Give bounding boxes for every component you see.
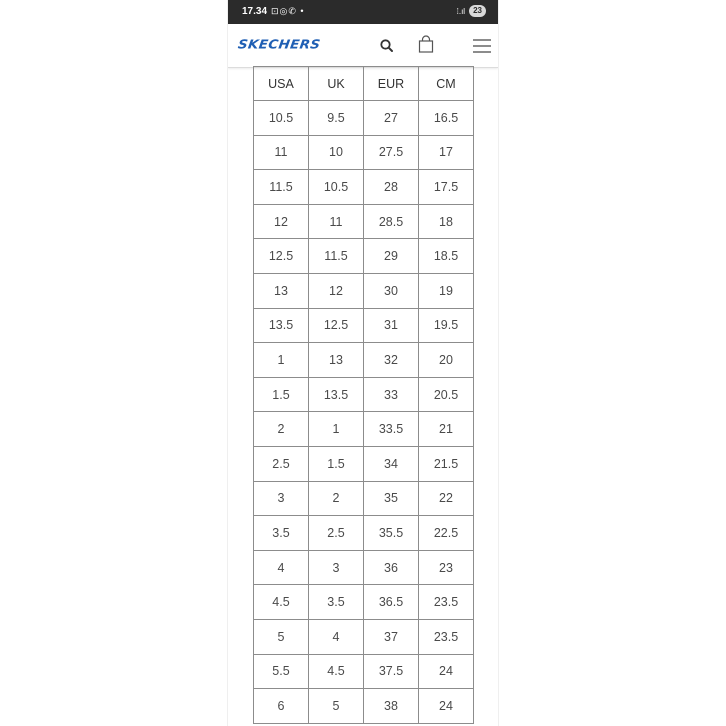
notification-icons: ⊡◎✆ • (271, 6, 305, 16)
table-row (254, 343, 474, 378)
size-cell-cm: 23.5 (419, 585, 474, 620)
size-cell-uk: 9.5 (309, 101, 364, 136)
size-cell-usa: 12.5 (254, 239, 309, 274)
table-row (254, 516, 474, 551)
size-cell-usa: 2 (254, 412, 309, 447)
table-row (254, 446, 474, 481)
size-cell-usa: 4.5 (254, 585, 309, 620)
size-cell-usa: 11.5 (254, 170, 309, 205)
size-cell-eur: 28 (364, 170, 419, 205)
size-cell-usa: 6 (254, 689, 309, 724)
size-cell-cm: 16.5 (419, 101, 474, 136)
column-header-uk: UK (309, 67, 364, 101)
size-cell-uk: 13 (309, 343, 364, 378)
table-row (254, 308, 474, 343)
column-header-eur: EUR (364, 67, 419, 101)
size-cell-eur: 36 (364, 550, 419, 585)
size-cell-usa: 10.5 (254, 101, 309, 136)
status-right (457, 5, 486, 17)
size-cell-uk: 11 (309, 204, 364, 239)
size-cell-eur: 27.5 (364, 135, 419, 170)
status-time: 17.34 (242, 6, 268, 17)
size-chart-body (254, 101, 474, 724)
size-cell-cm: 17.5 (419, 170, 474, 205)
menu-button[interactable] (471, 37, 493, 55)
size-cell-usa: 4 (254, 550, 309, 585)
size-cell-usa: 3 (254, 481, 309, 516)
table-row (254, 481, 474, 516)
size-cell-uk: 4 (309, 619, 364, 654)
size-cell-usa: 5.5 (254, 654, 309, 689)
status-bar (228, 0, 498, 24)
size-cell-eur: 31 (364, 308, 419, 343)
size-cell-usa: 5 (254, 619, 309, 654)
size-cell-usa: 13.5 (254, 308, 309, 343)
size-cell-uk: 11.5 (309, 239, 364, 274)
size-cell-usa: 1.5 (254, 377, 309, 412)
size-cell-usa: 11 (254, 135, 309, 170)
size-cell-uk: 4.5 (309, 654, 364, 689)
size-cell-cm: 21.5 (419, 446, 474, 481)
phone-screen (228, 0, 498, 726)
table-row (254, 204, 474, 239)
site-header (228, 24, 498, 68)
search-icon (378, 37, 396, 55)
size-cell-usa: 13 (254, 273, 309, 308)
size-cell-uk: 3.5 (309, 585, 364, 620)
table-row (254, 101, 474, 136)
size-cell-eur: 35.5 (364, 516, 419, 551)
size-cell-eur: 37 (364, 619, 419, 654)
table-row (254, 654, 474, 689)
size-cell-eur: 34 (364, 446, 419, 481)
size-cell-uk: 13.5 (309, 377, 364, 412)
table-row (254, 170, 474, 205)
table-row (254, 273, 474, 308)
size-cell-uk: 10.5 (309, 170, 364, 205)
menu-icon (471, 37, 493, 55)
size-chart-table (253, 66, 474, 724)
size-cell-eur: 32 (364, 343, 419, 378)
table-row (254, 135, 474, 170)
size-cell-uk: 1 (309, 412, 364, 447)
size-cell-uk: 3 (309, 550, 364, 585)
table-row (254, 239, 474, 274)
size-cell-eur: 27 (364, 101, 419, 136)
size-cell-usa: 3.5 (254, 516, 309, 551)
table-row (254, 689, 474, 724)
table-row (254, 619, 474, 654)
size-cell-eur: 35 (364, 481, 419, 516)
size-cell-cm: 23 (419, 550, 474, 585)
size-cell-uk: 5 (309, 689, 364, 724)
size-cell-cm: 23.5 (419, 619, 474, 654)
size-cell-eur: 29 (364, 239, 419, 274)
column-header-usa: USA (254, 67, 309, 101)
table-row (254, 377, 474, 412)
size-cell-cm: 24 (419, 689, 474, 724)
size-cell-cm: 24 (419, 654, 474, 689)
table-header-row (254, 67, 474, 101)
table-row (254, 550, 474, 585)
table-row (254, 412, 474, 447)
size-cell-cm: 22.5 (419, 516, 474, 551)
size-cell-eur: 38 (364, 689, 419, 724)
signal-icon: ⁞.ıl (456, 6, 466, 16)
size-cell-usa: 1 (254, 343, 309, 378)
size-cell-eur: 33 (364, 377, 419, 412)
size-cell-cm: 18 (419, 204, 474, 239)
size-cell-uk: 2 (309, 481, 364, 516)
size-cell-cm: 18.5 (419, 239, 474, 274)
size-cell-cm: 21 (419, 412, 474, 447)
cart-button[interactable] (416, 35, 436, 55)
table-row (254, 585, 474, 620)
size-cell-eur: 36.5 (364, 585, 419, 620)
size-cell-uk: 2.5 (309, 516, 364, 551)
size-cell-cm: 17 (419, 135, 474, 170)
size-cell-eur: 30 (364, 273, 419, 308)
size-cell-cm: 22 (419, 481, 474, 516)
size-cell-cm: 19 (419, 273, 474, 308)
size-cell-usa: 2.5 (254, 446, 309, 481)
size-cell-eur: 37.5 (364, 654, 419, 689)
skechers-logo[interactable]: SKECHERS (236, 37, 322, 53)
size-cell-cm: 20 (419, 343, 474, 378)
size-cell-usa: 12 (254, 204, 309, 239)
size-cell-cm: 20.5 (419, 377, 474, 412)
size-cell-uk: 12 (309, 273, 364, 308)
size-cell-eur: 33.5 (364, 412, 419, 447)
search-button[interactable] (378, 37, 396, 55)
size-cell-uk: 1.5 (309, 446, 364, 481)
size-cell-uk: 12.5 (309, 308, 364, 343)
battery-badge: 23 (469, 5, 486, 17)
size-cell-uk: 10 (309, 135, 364, 170)
column-header-cm: CM (419, 67, 474, 101)
size-cell-cm: 19.5 (419, 308, 474, 343)
size-cell-eur: 28.5 (364, 204, 419, 239)
cart-icon (416, 35, 436, 55)
